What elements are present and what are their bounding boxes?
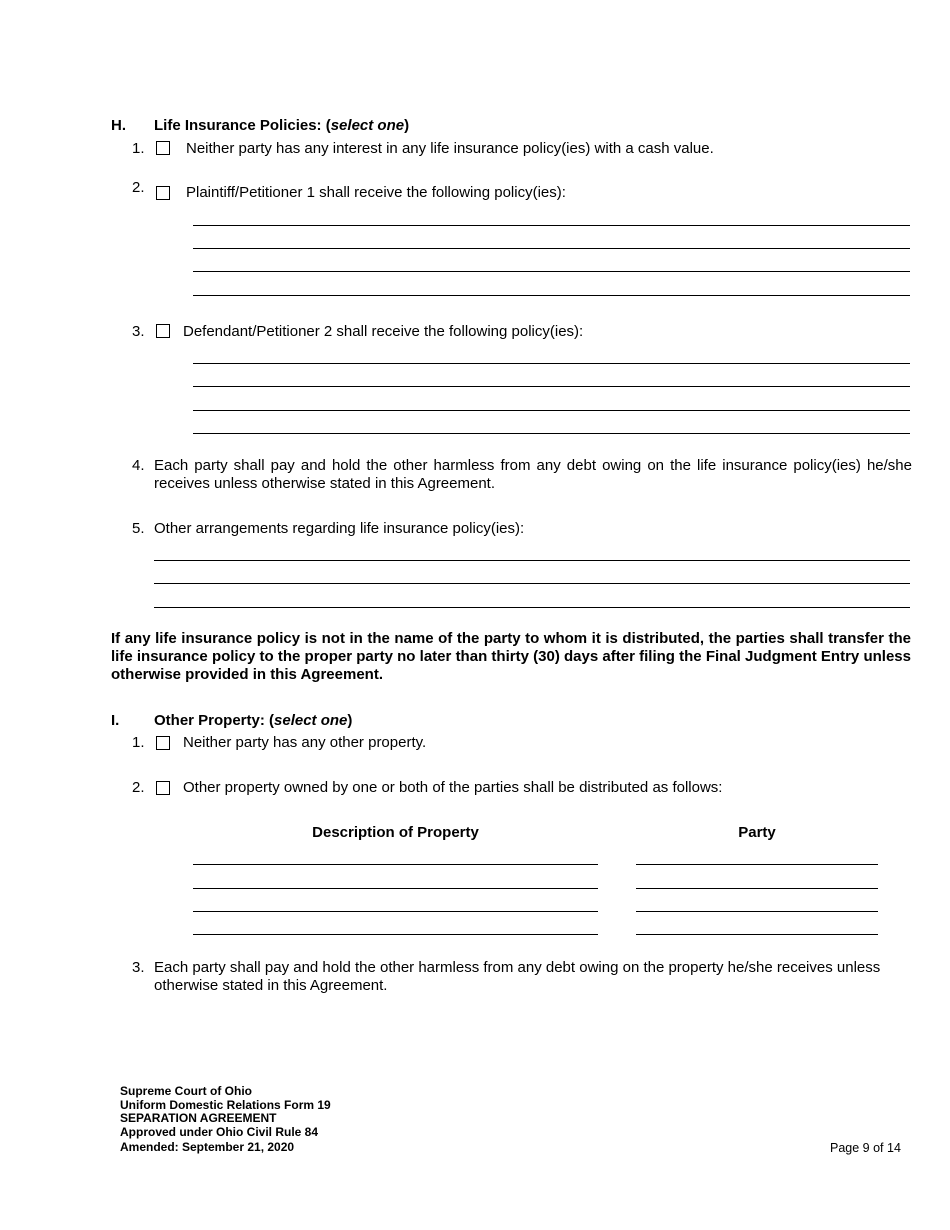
h-item5-text: Other arrangements regarding life insurance policy(ies): bbox=[154, 520, 525, 537]
property-description-line[interactable] bbox=[193, 911, 598, 912]
h-item3-blank-line[interactable] bbox=[193, 433, 910, 434]
section-i-letter: I. bbox=[111, 712, 120, 729]
page-number: Page 9 of 14 bbox=[830, 1141, 901, 1155]
h-item2-text: Plaintiff/Petitioner 1 shall receive the following policy(ies): bbox=[186, 184, 566, 201]
i-item1-number: 1. bbox=[132, 734, 145, 751]
property-party-line[interactable] bbox=[636, 864, 878, 865]
i-item2-number: 2. bbox=[132, 779, 145, 796]
property-description-line[interactable] bbox=[193, 934, 598, 935]
section-h-title bbox=[154, 117, 409, 134]
section-i-title bbox=[154, 712, 352, 729]
h-item2-blank-line[interactable] bbox=[193, 225, 910, 226]
h-item3-number: 3. bbox=[132, 323, 145, 340]
i-item2-text: Other property owned by one or both of the parties shall be distributed as follows: bbox=[183, 779, 723, 796]
footer-form-title: SEPARATION AGREEMENT bbox=[120, 1111, 277, 1125]
property-party-line[interactable] bbox=[636, 934, 878, 935]
h-item1-text: Neither party has any interest in any life insurance policy(ies) with a cash value. bbox=[186, 140, 714, 157]
h-item1-checkbox[interactable] bbox=[156, 141, 170, 155]
property-party-line[interactable] bbox=[636, 888, 878, 889]
section-h-select-one: select one bbox=[330, 117, 405, 134]
i-item1-text: Neither party has any other property. bbox=[183, 734, 427, 751]
footer-form-info bbox=[120, 1085, 331, 1155]
column-header-party: Party bbox=[738, 824, 776, 841]
section-i-title-close: ) bbox=[347, 712, 353, 729]
section-h-letter: H. bbox=[111, 117, 126, 134]
footer-form-number: Uniform Domestic Relations Form 19 bbox=[120, 1097, 331, 1112]
transfer-notice: If any life insurance policy is not in the name of the party to whom it is distributed, the parties shall transfer the life insurance policy to the proper party no later than thirty (30) days after filing the Final Judgment Entry unless otherwise provided in this Agreement. bbox=[111, 630, 911, 683]
h-item4-number: 4. bbox=[132, 457, 145, 474]
property-description-line[interactable] bbox=[193, 864, 598, 865]
h-item3-blank-line[interactable] bbox=[193, 386, 910, 387]
h-item2-blank-line[interactable] bbox=[193, 248, 910, 249]
section-h-title-close: ) bbox=[404, 117, 410, 134]
section-h-title-text: Life Insurance Policies: ( bbox=[154, 117, 331, 134]
h-item5-blank-line[interactable] bbox=[154, 607, 910, 608]
section-i-select-one: select one bbox=[274, 712, 348, 729]
h-item3-checkbox[interactable] bbox=[156, 324, 170, 338]
h-item5-blank-line[interactable] bbox=[154, 583, 910, 584]
h-item2-checkbox[interactable] bbox=[156, 186, 170, 200]
h-item3-text: Defendant/Petitioner 2 shall receive the following policy(ies): bbox=[183, 323, 584, 340]
h-item3-blank-line[interactable] bbox=[193, 410, 910, 411]
h-item2-blank-line[interactable] bbox=[193, 271, 910, 272]
i-item2-checkbox[interactable] bbox=[156, 781, 170, 795]
h-item5-blank-line[interactable] bbox=[154, 560, 910, 561]
i-item1-checkbox[interactable] bbox=[156, 736, 170, 750]
footer-court: Supreme Court of Ohio bbox=[120, 1084, 252, 1098]
section-i-title-text: Other Property: ( bbox=[154, 712, 275, 729]
h-item1-number: 1. bbox=[132, 140, 145, 157]
footer-approval: Approved under Ohio Civil Rule 84 bbox=[120, 1124, 319, 1139]
i-item3-number: 3. bbox=[132, 959, 145, 976]
h-item5-number: 5. bbox=[132, 520, 145, 537]
column-header-description: Description of Property bbox=[312, 824, 479, 841]
h-item2-number: 2. bbox=[132, 179, 145, 196]
i-item3-text: Each party shall pay and hold the other harmless from any debt owing on the property he/she receives unless otherwise stated in this Agreement. bbox=[154, 959, 881, 994]
h-item3-blank-line[interactable] bbox=[193, 363, 910, 364]
h-item4-text: Each party shall pay and hold the other harmless from any debt owing on the life insurance policy(ies) he/she receives unless otherwise stated in this Agreement. bbox=[154, 457, 912, 492]
property-party-line[interactable] bbox=[636, 911, 878, 912]
property-description-line[interactable] bbox=[193, 888, 598, 889]
h-item2-blank-line[interactable] bbox=[193, 295, 910, 296]
footer-amended-date: Amended: September 21, 2020 bbox=[120, 1140, 295, 1154]
